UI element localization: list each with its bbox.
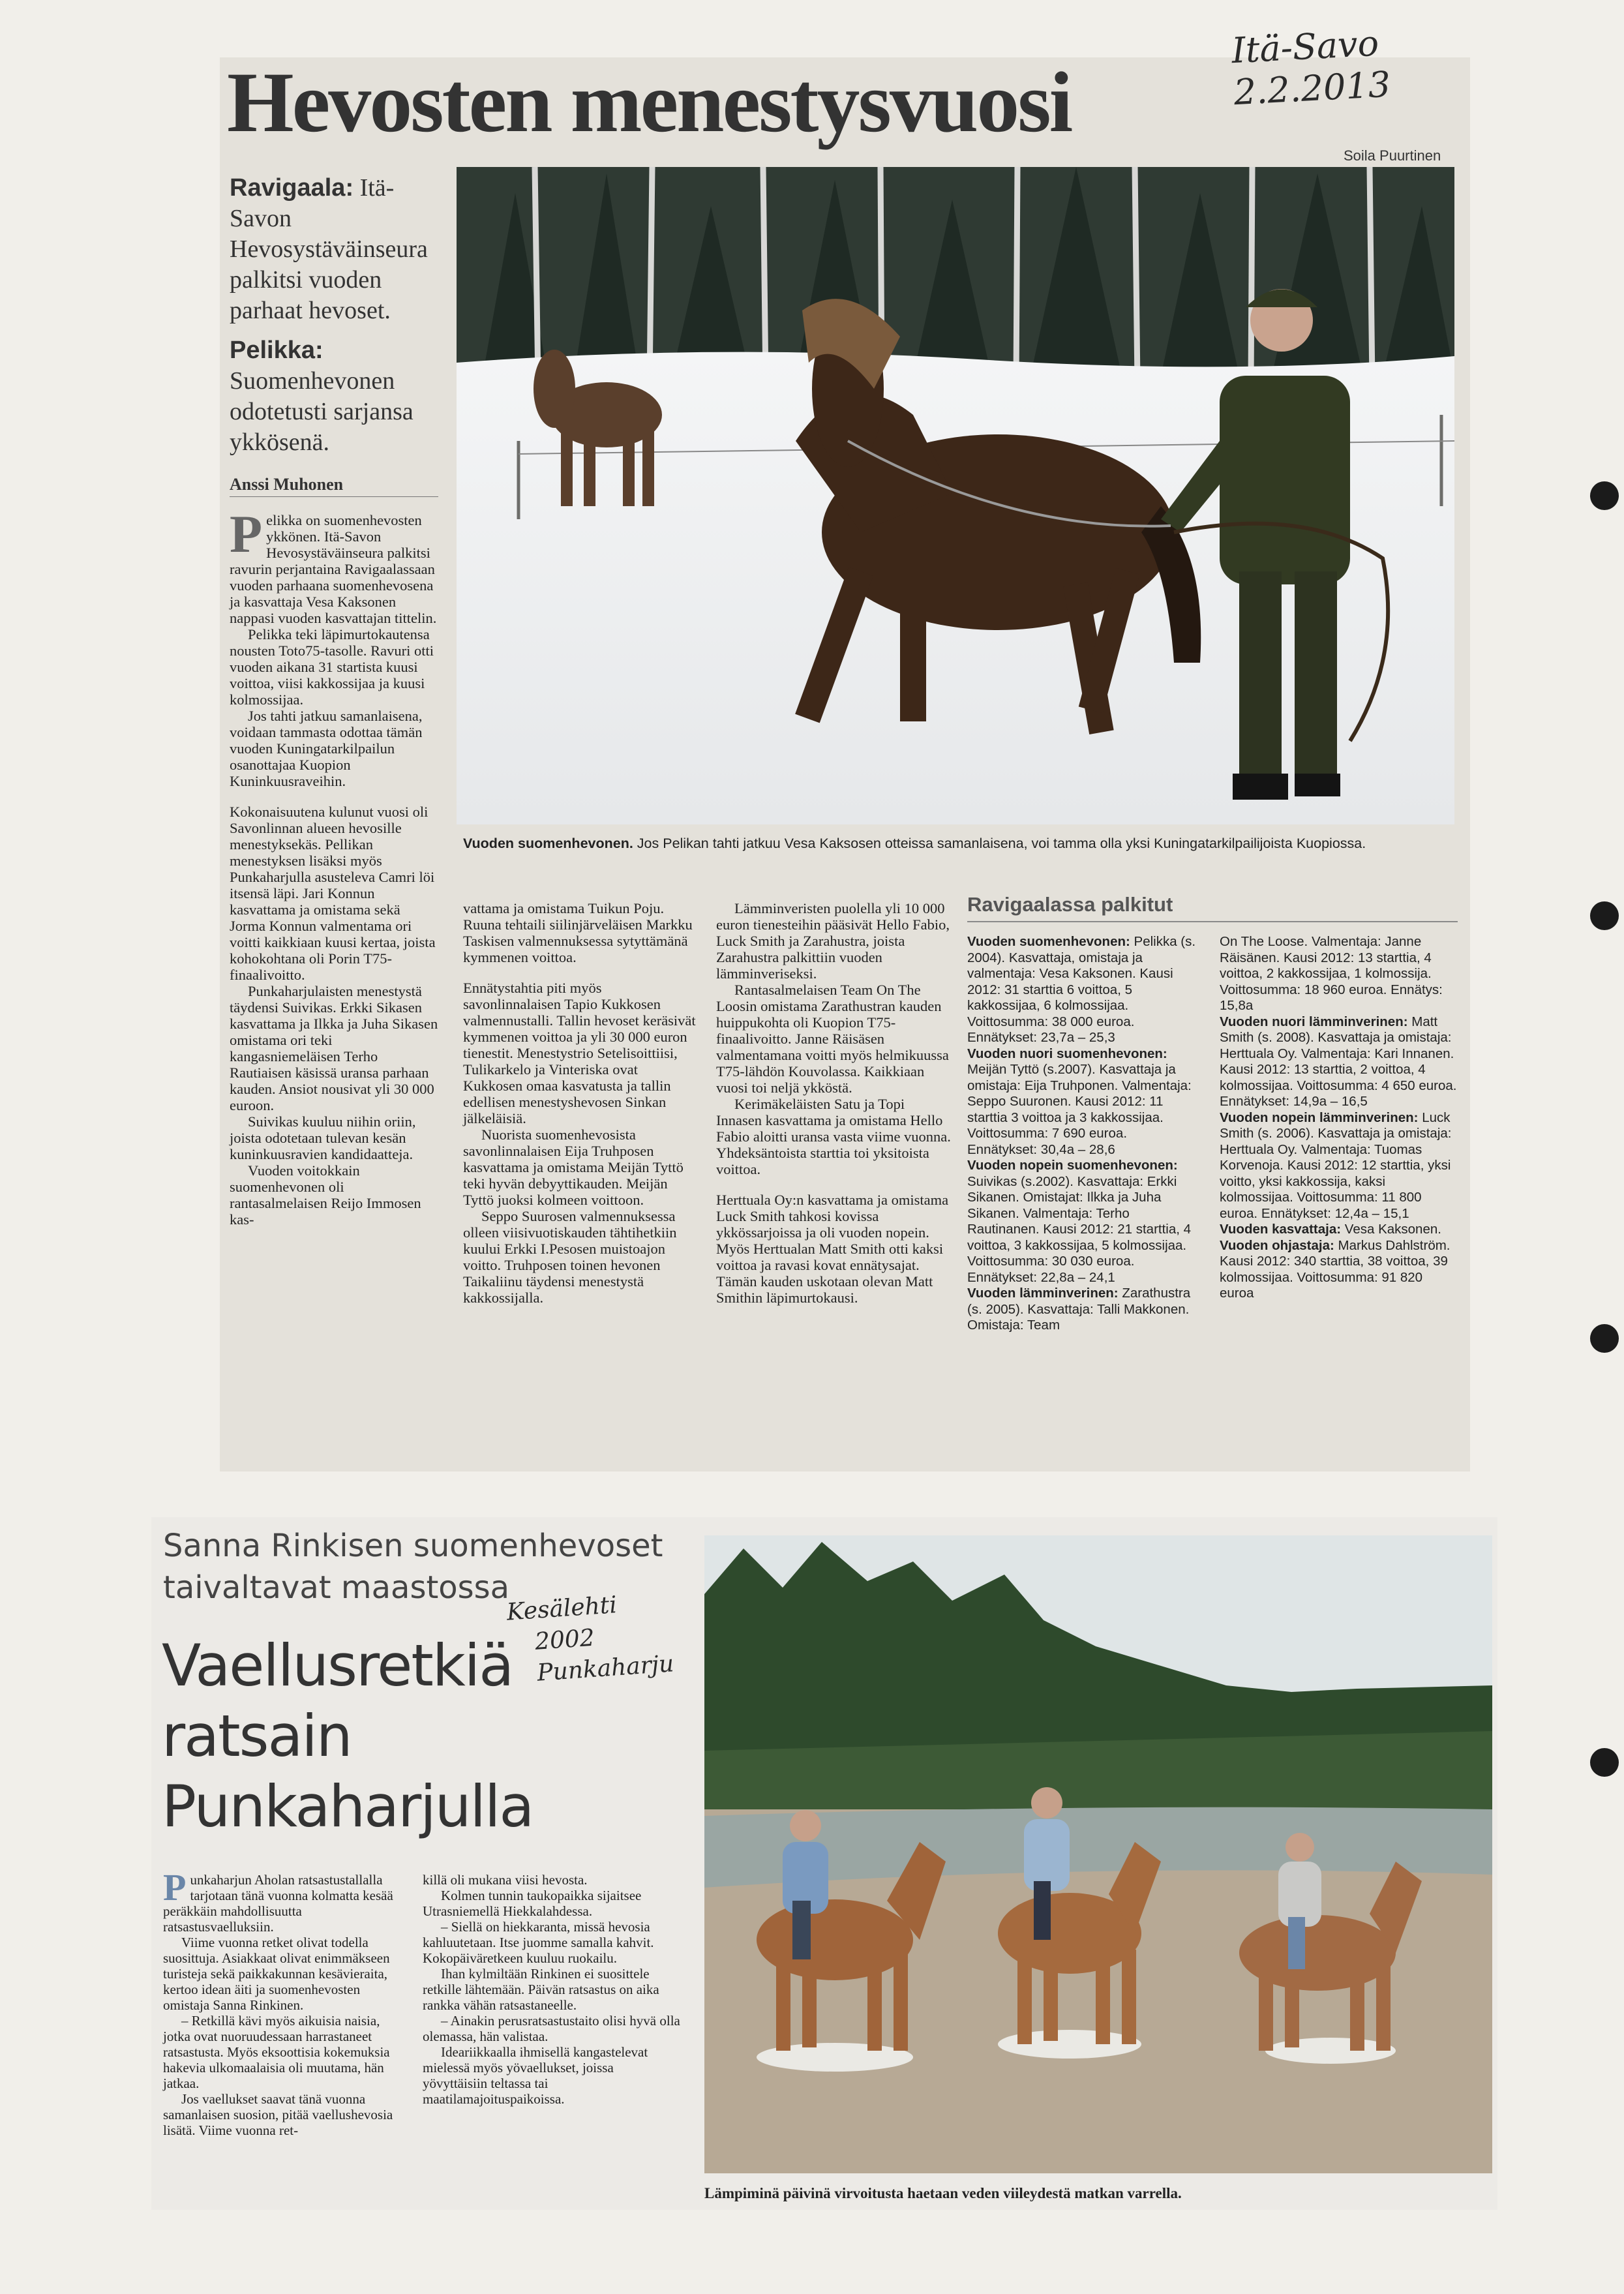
factbox-entry: Vuoden suomenhevonen: Pelikka (s. 2004). Kasvattaja, omistaja ja valmentaja: Vesa Kaksonen. Kausi 2012: 31 starttia 6 voittoa, 5 kakkossijaa, 6 kolmossijaa. Voittosumma: 38 000 euroa. Ennätykset: 23,7a – 25,3 — [967, 934, 1196, 1045]
factbox-column-2 — [1220, 934, 1458, 1302]
paragraph: Ennätystahtia piti myös savonlinnalaisen Tapio Kukkosen valmennustalli. Tallin hevoset keräsivät kymmenen voittoa ja yli 30 000 euron tienestit. Menestystrio Setelisoittiisi, Tulikarkelo ja Vinteriska ovat Kukkosen omaa kasvatusta ja tallin edellisen menestyshevosen Sinkan jälkeläisiä. — [463, 980, 696, 1126]
deck-item: Pelikka: Suomenhevonen odotetusti sarjansa ykkösenä. — [230, 337, 414, 456]
paragraph: Jos tahti jatkuu samanlaisena, voidaan tammasta odottaa tämän vuoden Kuningatarkilpailun osanottajaa Kuopion Kuninkuusraveihin. — [230, 708, 423, 789]
factbox-entry: Vuoden nuori suomenhevonen: Meijän Tyttö (s.2007). Kasvattaja ja omistaja: Eija Truhponen. Valmentaja: Seppo Suuronen. Kausi 2012: 11 starttia 3 voittoa ja 3 kakkossijaa. Voittosumma: 7 690 euroa. Ennätykset: 30,4a – 28,6 — [967, 1046, 1192, 1157]
article1-column-2 — [463, 900, 698, 1306]
deck-item: Ravigaala: Itä-Savon Hevosystäväinseura palkitsi vuoden parhaat hevoset. — [230, 174, 428, 324]
factbox-entry: Vuoden nopein lämminverinen: Luck Smith (s. 2006). Kasvattaja ja omistaja: Herttuala Oy. Valmentaja: Tuomas Korvenoja. Kausi 2012: 12 starttia, yksi voitto, yksi kakkossija, kaksi kolmossijaa. Voittosumma: 11 800 euroa. Ennätykset: 12,4a – 15,1 — [1220, 1109, 1452, 1221]
factbox-divider — [967, 921, 1458, 922]
drop-cap: P — [163, 1866, 187, 1909]
paragraph: – Ainakin perusratsastustaito olisi hyvä olla olemassa, hän valistaa. — [423, 2013, 680, 2044]
article1-column-1 — [230, 504, 440, 1228]
article1-byline: Anssi Muhonen — [230, 475, 438, 497]
paragraph: Jos vaellukset saavat tänä vuonna samanlaisen suosion, pitää vaellushevosia lisätä. Viime vuonna ret- — [163, 2091, 393, 2138]
winter-horse-photo — [457, 167, 1454, 824]
factbox-title: Ravigaalassa palkitut — [967, 893, 1173, 916]
article2-column-1 — [163, 1866, 398, 2138]
handwritten-source-note: Itä-Savo 2.2.2013 — [1230, 22, 1392, 113]
factbox-entry: Vuoden ohjastaja: Markus Dahlström. Kausi 2012: 340 starttia, 38 voittoa, 39 kolmossijaa. Voittosumma: 91 820 euroa — [1220, 1237, 1451, 1301]
paragraph: Nuorista suomenhevosista savonlinnalaisen Eija Truhposen kasvattama ja omistama Meijän Tyttö teki hyvän debyyttikauden. Meijän Tyttö juoksi kolmeen voittoon. — [463, 1126, 684, 1208]
paragraph: Pelikka on suomenhevosten ykkönen. Itä-Savon Hevosystäväinseura palkitsi ravurin perjantaina Ravigaalassaan vuoden parhaana suomenhevosena ja kasvattaja Vesa Kaksonen nappasi vuoden kasvattajan tittelin. — [230, 504, 437, 626]
article1-deck — [230, 173, 438, 458]
paragraph: Kolmen tunnin taukopaikka sijaitsee Utrasniemellä Hiekkalahdessa. — [423, 1888, 642, 1919]
paragraph: vattama ja omistama Tuikun Poju. Ruuna tehtaili siilinjärveläisen Markku Taskisen valmennuksessa sytyttämänä kymmenen voittoa. — [463, 900, 693, 965]
paragraph: Ihan kylmiltään Rinkinen ei suosittele retkille lähtemään. Päivän ratsastus on aika rankka vähän ratsastaneelle. — [423, 1966, 659, 2013]
paragraph: Suivikas kuuluu niihin oriin, joista odotetaan tulevan kesän kuninkuusravien kandidaatteja. — [230, 1113, 416, 1162]
article1-headline: Hevosten menestysvuosi — [227, 54, 1072, 150]
paragraph: Punkaharjun Aholan ratsastustallalla tarjotaan tänä vuonna kolmatta kesää peräkkäin mahdollisuutta ratsastusvaelluksiin. — [163, 1866, 393, 1935]
drop-cap: P — [230, 504, 263, 564]
article2-photo — [704, 1535, 1492, 2173]
factbox-entry: On The Loose. Valmentaja: Janne Räisänen. Kausi 2012: 13 starttia, 4 voittoa, 2 kakkossijaa, 1 kolmossija. Voittosumma: 18 960 euroa. Ennätys: 15,8a — [1220, 934, 1443, 1013]
paragraph: Lämminveristen puolella yli 10 000 euron tienesteihin pääsivät Hello Fabio, Luck Smith ja Zarahustra, joista Zarahustra palkittiin vuoden lämminveriseksi. — [716, 900, 950, 982]
riders-in-lake-photo — [704, 1535, 1492, 2173]
factbox-entry: Vuoden nuori lämminverinen: Matt Smith (s. 2008). Kasvattaja ja omistaja: Herttuala Oy. Valmentaja: Kari Innanen. Kausi 2012: 13 starttia, 2 voittoa, 4 kolmossijaa. Voittosumma: 4 650 euroa. Ennätykset: 14,9a – 16,5 — [1220, 1014, 1457, 1109]
article1-photo-caption: Vuoden suomenhevonen. Jos Pelikan tahti jatkuu Vesa Kaksosen otteissa samanlaisena, voi tamma olla yksi Kuningatarkilpailijoista Kuopiossa. — [463, 836, 1366, 851]
article2-title: Vaellusretkiä ratsain Punkaharjulla — [162, 1632, 534, 1840]
paragraph: Herttuala Oy:n kasvattama ja omistama Luck Smith tahkosi kovissa ykkössarjoissa ja oli vuoden nopein. Myös Herttualan Matt Smith otti kaksi voittoa ja ravasi kovat ennätysajat. Tämän kauden uskotaan olevan Matt Smithin läpimurtokausi. — [716, 1192, 949, 1306]
paragraph: Ideariikkaalla ihmisellä kangastelevat mielessä myös yövaellukset, joissa yövyttäisiin teltassa tai maatilamajoituspaikoissa. — [423, 2044, 648, 2107]
paragraph: Seppo Suurosen valmennuksessa olleen viisivuotiskauden tähtihetkiin kuului Erkki I.Pesosen muistoajon voitto. Truhposen toinen hevonen Taikaliinu täydensi menestystä kakkossijalla. — [463, 1208, 677, 1306]
paragraph: Pelikka teki läpimurtokautensa nousten Toto75-tasolle. Ravuri otti vuoden aikana 31 startista kuusi voittoa, viisi kakkossijaa ja kuusi kolmossijaa. — [230, 626, 434, 708]
photo-credit: Soila Puurtinen — [1344, 147, 1441, 164]
factbox-entry: Vuoden nopein suomenhevonen: Suivikas (s.2002). Kasvattaja: Erkki Sikanen. Omistajat: Ilkka ja Juha Sikanen. Valmentaja: Terho Rautinanen. Kausi 2012: 21 starttia, 4 voittoa, 3 kakkossijaa, 5 kolmossijaa. Voittosumma: 30 030 euroa. Ennätykset: 22,8a – 24,1 — [967, 1158, 1192, 1285]
factbox-entry: Vuoden kasvattaja: Vesa Kaksonen. — [1220, 1222, 1441, 1237]
article1-column-3 — [716, 900, 951, 1306]
article2-kicker: Sanna Rinkisen suomenhevoset taivaltavat maastossa — [163, 1528, 663, 1606]
handwritten-source-note-2: Kesälehti 2002 Punkaharju — [505, 1592, 675, 1687]
article2-column-2 — [423, 1872, 680, 2107]
article1-photo — [457, 167, 1454, 824]
paragraph: Kerimäkeläisten Satu ja Topi Innasen kasvattama ja omistama Hello Fabio aloitti uransa vasta viime vuonna. Yhdeksäntoista starttia toi yksitoista voittoa. — [716, 1096, 951, 1177]
paragraph: Punkaharjulaisten menestystä täydensi Suivikas. Erkki Sikasen kasvattama ja Ilkka ja Juha Sikasen omistama ori teki kangasniemeläisen Terho Rautiaisen käsissä uransa parhaan kauden. Ansiot nousivat yli 30 000 euroon. — [230, 983, 438, 1113]
article2-photo-caption: Lämpiminä päivinä virvoitusta haetaan veden viileydestä matkan varrella. — [704, 2185, 1182, 2201]
factbox-column-1 — [967, 934, 1199, 1334]
paragraph: – Retkillä kävi myös aikuisia naisia, jotka ovat nuoruudessaan harrastaneet ratsastusta. Myös eksoottisia kokemuksia hakevia ulkomaalaisia oli muutama, hän jatkaa. — [163, 2013, 390, 2091]
paragraph: Vuoden voitokkain suomenhevonen oli rantasalmelaisen Reijo Immosen kas- — [230, 1162, 421, 1228]
paragraph: Rantasalmelaisen Team On The Loosin omistama Zarathustran kauden huippukohta oli Kuopion T75-finaalivoitto. Janne Räisäsen valmentamana voitti myös helmikuussa T75-lähdön Kouvolassa. Kaikkiaan vuosi toi neljä ykköstä. — [716, 982, 949, 1096]
paragraph: – Siellä on hiekkaranta, missä hevosia kahluutetaan. Itse juomme samalla kahvit. Kokopäiväretkeen kuuluu ruokailu. — [423, 1919, 654, 1966]
paragraph: Kokonaisuutena kulunut vuosi oli Savonlinnan alueen hevosille menestyksekäs. Pellikan menestyksen lisäksi myös Punkaharjulla asusteleva Camri löi itsensä läpi. Jari Konnun kasvattama ja omistama sekä Jorma Konnun valmentama ori voitti kaikkiaan kuusi kertaa, joista kohokohtana oli Porin T75-finaalivoitto. — [230, 804, 436, 983]
factbox-entry: Vuoden lämminverinen: Zarathustra (s. 2005). Kasvattaja: Talli Makkonen. Omistaja: Team — [967, 1286, 1191, 1333]
paragraph: killä oli mukana viisi hevosta. — [423, 1872, 588, 1888]
paragraph: Viime vuonna retket olivat todella suosittuja. Asiakkaat olivat enimmäkseen turisteja sekä paikkakunnan kesävieraita, kertoo idean äiti ja suomenhevosten omistaja Sanna Rinkinen. — [163, 1935, 390, 2013]
